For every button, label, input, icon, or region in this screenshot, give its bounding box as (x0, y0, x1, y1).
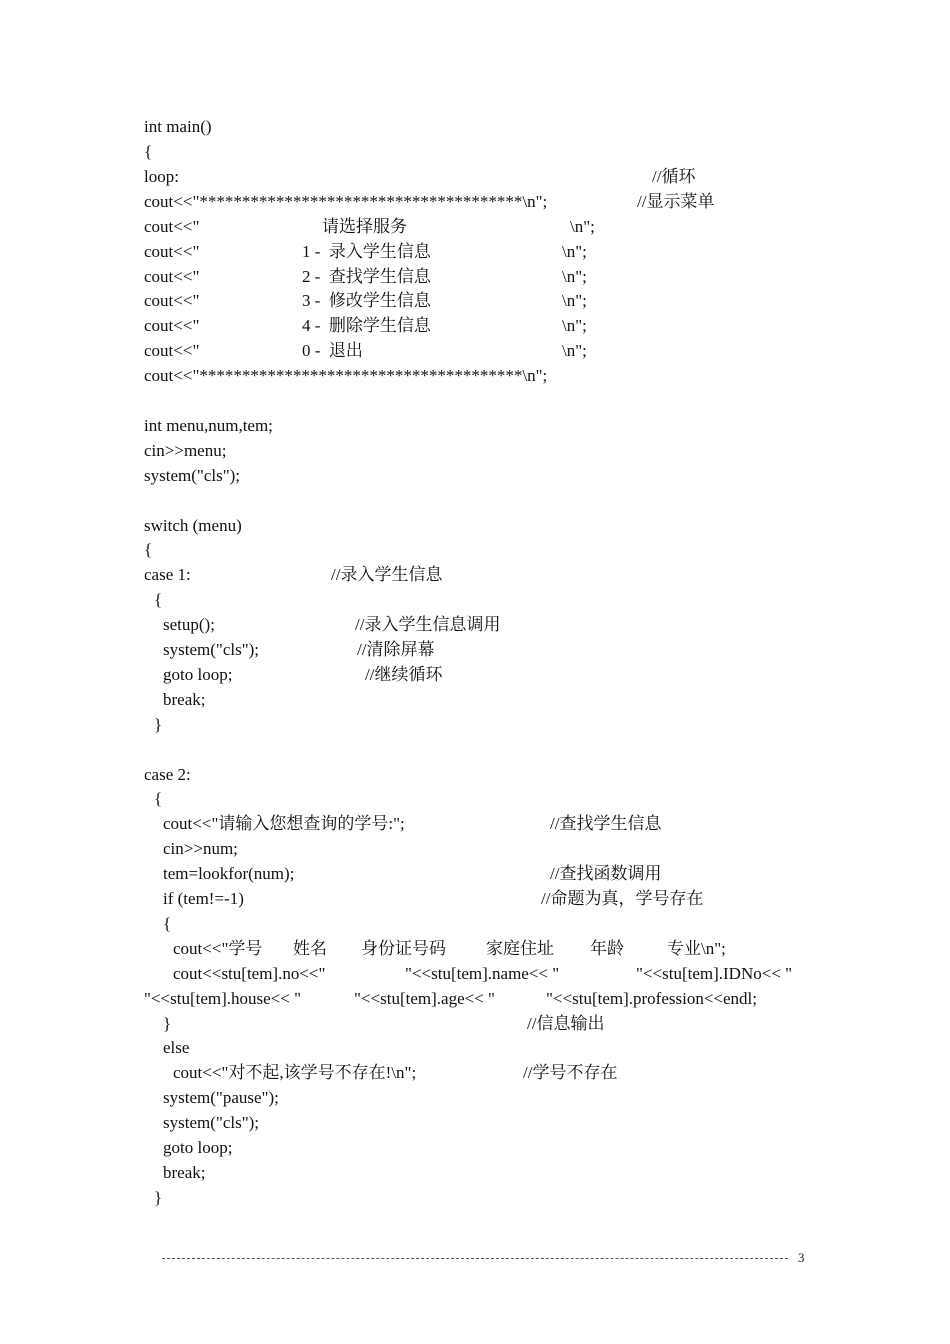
code-segment: 0 - 退出 (302, 341, 363, 360)
code-segment: "<<stu[tem].profession<<endl; (546, 989, 758, 1008)
code-segment: break; (163, 1163, 206, 1182)
code-segment: \n"; (562, 291, 587, 310)
code-segment: system("cls"); (163, 640, 260, 659)
code-comment: //录入学生信息调用 (355, 615, 501, 634)
code-segment: cin>>menu; (144, 441, 227, 460)
code-comment: //查找学生信息 (550, 814, 662, 833)
code-segment: cout<<"学号 (173, 939, 263, 958)
code-segment: 家庭住址 (486, 939, 554, 958)
code-comment: //循环 (652, 167, 696, 186)
code-segment: } (154, 715, 163, 734)
code-segment: 身份证号码 (361, 939, 446, 958)
code-segment: 年龄 (590, 939, 624, 958)
code-segment: 2 - 查找学生信息 (302, 267, 431, 286)
code-segment: system("cls"); (144, 466, 241, 485)
code-segment: "<<stu[tem].age<< " (354, 989, 495, 1008)
code-segment: system("pause"); (163, 1088, 279, 1107)
code-segment: case 2: (144, 765, 191, 784)
code-comment: //学号不存在 (523, 1063, 618, 1082)
code-segment: case 1: (144, 565, 191, 584)
code-segment: cin>>num; (163, 839, 238, 858)
code-segment: break; (163, 690, 206, 709)
code-segment: setup(); (163, 615, 215, 634)
code-segment: 1 - 录入学生信息 (302, 242, 431, 261)
page-number: 3 (798, 1250, 805, 1265)
code-comment: //继续循环 (365, 665, 443, 684)
code-segment: { (163, 914, 172, 933)
code-segment: { (144, 142, 153, 161)
code-segment: "<<stu[tem].IDNo<< " (636, 964, 793, 983)
code-segment: cout<<"**************************************\n"; (144, 366, 548, 385)
code-segment: if (tem!=-1) (163, 889, 244, 908)
code-segment: 姓名 (293, 939, 327, 958)
code-segment: cout<<" (144, 267, 200, 286)
code-segment: int main() (144, 117, 212, 136)
code-segment: cout<<"**************************************\n"; (144, 192, 548, 211)
footer-divider (162, 1258, 788, 1259)
code-comment: //查找函数调用 (550, 864, 662, 883)
code-segment: else (163, 1038, 190, 1057)
code-segment: cout<<"请输入您想查询的学号:"; (163, 814, 405, 833)
code-segment: { (154, 789, 163, 808)
code-segment: { (154, 590, 163, 609)
code-segment: \n"; (562, 316, 587, 335)
code-segment: \n"; (570, 217, 595, 236)
code-segment: cout<<" (144, 291, 200, 310)
code-comment: //命题为真，学号存在 (541, 889, 704, 908)
code-segment: cout<<" (144, 242, 200, 261)
code-segment: cout<<stu[tem].no<<" (173, 964, 326, 983)
code-segment: 4 - 删除学生信息 (302, 316, 431, 335)
code-segment: system("cls"); (163, 1113, 260, 1132)
code-comment: //录入学生信息 (331, 565, 443, 584)
code-comment: //显示菜单 (637, 192, 715, 211)
code-segment: cout<<" (144, 341, 200, 360)
code-segment: } (154, 1188, 163, 1207)
code-segment: tem=lookfor(num); (163, 864, 295, 883)
code-segment: cout<<"对不起,该学号不存在!\n"; (173, 1063, 417, 1082)
code-segment: switch (menu) (144, 516, 242, 535)
code-comment: //清除屏幕 (357, 640, 435, 659)
code-segment: \n"; (562, 341, 587, 360)
code-segment: 请选择服务 (322, 217, 407, 236)
code-segment: goto loop; (163, 665, 233, 684)
code-segment: goto loop; (163, 1138, 233, 1157)
code-segment: cout<<" (144, 316, 200, 335)
code-segment: { (144, 540, 153, 559)
code-segment: cout<<" (144, 217, 200, 236)
code-segment: loop: (144, 167, 179, 186)
code-comment: //信息输出 (527, 1014, 605, 1033)
code-segment: } (163, 1014, 172, 1033)
code-segment: int menu,num,tem; (144, 416, 273, 435)
code-segment: \n"; (562, 267, 587, 286)
code-segment: "<<stu[tem].house<< " (144, 989, 302, 1008)
code-segment: \n"; (562, 242, 587, 261)
code-segment: 专业\n"; (667, 939, 726, 958)
code-segment: "<<stu[tem].name<< " (405, 964, 560, 983)
code-segment: 3 - 修改学生信息 (302, 291, 431, 310)
